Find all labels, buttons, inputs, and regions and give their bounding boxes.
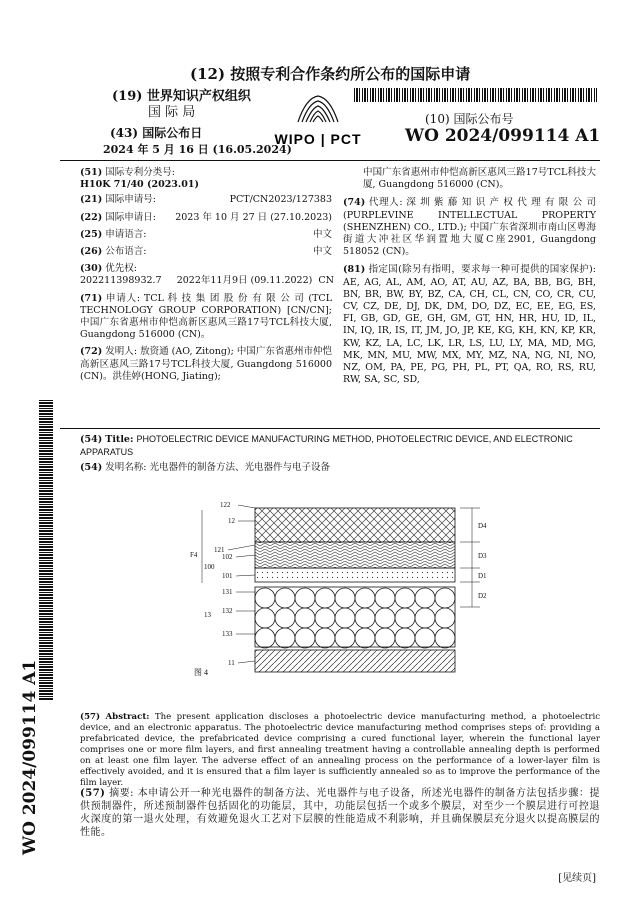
item-value: PCT/CN2023/127383 bbox=[229, 194, 332, 206]
biblio-item-21 bbox=[80, 194, 332, 206]
label-F4: F4 bbox=[190, 551, 198, 559]
item-label: Abstract: bbox=[105, 712, 150, 722]
vertical-publication-number: WO 2024/099114 A1 bbox=[20, 659, 40, 855]
biblio-item-51 bbox=[80, 167, 332, 191]
device-layer-figure bbox=[190, 495, 520, 685]
biblio-right-column bbox=[343, 167, 596, 386]
label-100: 100 bbox=[204, 563, 215, 571]
biblio-left-column bbox=[80, 167, 332, 383]
item-label: Title: bbox=[105, 434, 134, 445]
biblio-item-30 bbox=[80, 263, 332, 287]
item-value: The present application discloses a photoelectric device manufacturing method, a photoelectric device, and an electronic apparatus. The photoelectric device manufacturing method comprises steps of: providing a prefabricated device, the prefabricated device comprising a cured functional layer, wherein the functional layer comprises one or more film layers, and first annealing treatment having a controllable annealing depth is performed on at least one film layer. The adverse effect of an annealing process on the performance of a lower-layer film is effectively avoided, and it is ensured that a film layer is sufficiently annealed so as to improve the performance of the film layer. bbox=[80, 712, 601, 788]
item-label: 摘要: bbox=[109, 788, 134, 799]
continued-note: [见续页] bbox=[558, 873, 596, 884]
item-code: (54) bbox=[80, 462, 103, 473]
item-label: 发明人: bbox=[105, 346, 138, 358]
item-value: 202211398932.7 2022年11月9日 (09.11.2022) CN bbox=[80, 275, 334, 287]
item-value: 中文 bbox=[312, 228, 332, 240]
label-121: 121 bbox=[214, 546, 225, 554]
item-label: 代理人: bbox=[368, 197, 403, 209]
item-code: (57) bbox=[80, 788, 106, 799]
item-label: 发明名称: bbox=[105, 462, 147, 473]
item-value: 敖资通 (AO, Zitong); 中国广东省惠州市仲恺高新区惠风三路17号TCL科技大厦, Guangdong 516000 (CN)。洪佳婷(HONG, Jiating); bbox=[80, 346, 332, 382]
label-D4: D4 bbox=[478, 522, 487, 530]
organization-name: (19) 世界知识产权组织 bbox=[112, 89, 251, 104]
item-code: (74) bbox=[343, 197, 366, 209]
document-title: (12) 按照专利合作条约所公布的国际申请 bbox=[190, 65, 471, 83]
label-D2: D2 bbox=[478, 592, 487, 600]
label-D3: D3 bbox=[478, 552, 487, 560]
header-barcode bbox=[354, 88, 597, 102]
item-value: 本申请公开一种光电器件的制备方法、光电器件与电子设备，所述光电器件的制备方法包括步骤：提供预制器件，所述预制器件包括固化的功能层，其中，功能层包括一个或多个膜层，对至少一个膜层进行可控退火深度的第一退火处理，有效避免退火工艺对下层膜的性能造成不利影响，并且确保膜层充分退火以提高膜层的性能。 bbox=[80, 788, 600, 838]
item-code: (25) bbox=[80, 228, 103, 240]
item-value: 中文 bbox=[312, 246, 332, 258]
publication-date: 2024 年 5 月 16 日 (16.05.2024) bbox=[103, 143, 292, 156]
label-132: 132 bbox=[222, 607, 233, 615]
publication-number-label: (10) 国际公布号 bbox=[425, 112, 514, 126]
item-value: 光电器件的制备方法、光电器件与电子设备 bbox=[149, 462, 330, 473]
layer-101 bbox=[255, 568, 455, 582]
item-label: 公布语言: bbox=[105, 246, 147, 258]
label-131: 131 bbox=[222, 588, 233, 596]
publication-number: WO 2024/099114 A1 bbox=[405, 126, 601, 146]
item-code: (22) bbox=[80, 211, 103, 223]
substrate-layer-11 bbox=[255, 650, 455, 672]
nanoparticle-layer-13 bbox=[255, 588, 455, 648]
item-code: (71) bbox=[80, 292, 103, 304]
item-code: (57) bbox=[80, 712, 101, 722]
publication-date-label: (43) 国际公布日 bbox=[110, 126, 203, 140]
item-label: 国际专利分类号: bbox=[105, 167, 175, 178]
item-value: 2023 年 10 月 27 日 (27.10.2023) bbox=[175, 211, 332, 223]
biblio-item-72 bbox=[80, 346, 332, 383]
item-code: (54) bbox=[80, 434, 103, 445]
item-value: TCL 科 技 集 团 股 份 有 限 公 司 (TCL TECHNOLOGY GROUP CORPORATION) [CN/CN]; 中国广东省惠州市仲恺高新区惠风三路17号TCL科技大厦, Guangdong 516000 (CN)。 bbox=[80, 292, 332, 341]
biblio-item-71 bbox=[80, 293, 332, 342]
label-122: 122 bbox=[220, 501, 231, 509]
item-label: 申请人: bbox=[106, 292, 141, 304]
abstract-english bbox=[80, 712, 600, 789]
vertical-barcode bbox=[39, 400, 53, 700]
label-11: 11 bbox=[228, 659, 235, 667]
biblio-item-81 bbox=[343, 264, 596, 386]
title-english bbox=[80, 433, 600, 459]
item-code: (81) bbox=[343, 264, 366, 276]
item-code: (72) bbox=[80, 346, 103, 358]
layer-12 bbox=[255, 508, 455, 542]
abstract-chinese bbox=[80, 787, 600, 839]
item-value: H10K 71/40 (2023.01) bbox=[80, 179, 199, 191]
item-value: (除另有指明，要求每一种可提供的国家保护): AE, AG, AL, AM, AO, AT, AU, AZ, BA, BB, BG, BH, BN, BR, BW, BY, BZ, CA, CH, CL, CN, CO, CR, CU, CV, CZ, DE, DJ, DK, DM, DO, DZ, EC, EE, EG, ES, FI, GB, GD, GE, GH, GM, GT, HN, HR, HU, ID, IL, IN, IQ, IR, IS, IT, JM, JO, JP, KE, KG, KH, KN, KP, KR, KW, KZ, LA, LC, LK, LR, LS, LU, LY, MA, MD, MG, MK, MN, MU, MW, MX, MY, MZ, NA, NG, NI, NO, NZ, OM, PA, PE, PG, PH, PL, PT, QA, RO, RS, RU, RW, SA, SC, SD, bbox=[343, 264, 596, 386]
biblio-divider bbox=[60, 428, 600, 429]
dimension-lines bbox=[460, 508, 480, 607]
inventor-address-continued bbox=[343, 167, 596, 191]
figure-leader-lines bbox=[202, 505, 255, 663]
item-code: (51) bbox=[80, 167, 103, 178]
figure-right-labels bbox=[478, 522, 487, 600]
item-label: 指定国 bbox=[368, 264, 399, 276]
item-label: 国际申请日: bbox=[105, 211, 156, 223]
logo-text: WIPO | PCT bbox=[274, 131, 362, 147]
item-value: 深 圳 紫 藤 知 识 产 权 代 理 有 限 公 司 (PURPLEVINE INTELLECTUAL PROPERTY (SHENZHEN) CO., LTD.); 中国广东省深圳市南山区粤海街道大冲社区华润置地大厦C座2901, Guangdong 518052 (CN)。 bbox=[343, 197, 597, 258]
organization-bureau: 国 际 局 bbox=[148, 105, 196, 120]
item-code: (21) bbox=[80, 194, 103, 206]
item-label: 国际申请号: bbox=[105, 194, 156, 206]
item-code: (30) bbox=[80, 263, 103, 275]
title-chinese bbox=[80, 462, 600, 474]
item-value: PHOTOELECTRIC DEVICE MANUFACTURING METHOD, PHOTOELECTRIC DEVICE, AND ELECTRONIC APPARATUS bbox=[80, 434, 573, 458]
item-code: (26) bbox=[80, 246, 103, 258]
label-13: 13 bbox=[204, 611, 211, 619]
header-divider bbox=[60, 160, 600, 161]
label-133: 133 bbox=[222, 630, 233, 638]
layer-102 bbox=[255, 542, 455, 568]
figure-caption: 图 4 bbox=[194, 668, 208, 677]
item-value: 中国广东省惠州市仲恺高新区惠风三路17号TCL科技大厦, Guangdong 516000 (CN)。 bbox=[363, 167, 596, 191]
biblio-item-74 bbox=[343, 197, 596, 258]
item-label: 申请语言: bbox=[105, 228, 147, 240]
label-102: 102 bbox=[222, 553, 233, 561]
label-D1: D1 bbox=[478, 572, 487, 580]
label-12: 12 bbox=[228, 517, 235, 525]
biblio-item-22 bbox=[80, 212, 332, 224]
item-label: 优先权: bbox=[105, 263, 137, 275]
biblio-item-25 bbox=[80, 229, 332, 241]
figure-left-labels bbox=[190, 501, 236, 667]
label-101: 101 bbox=[222, 572, 233, 580]
biblio-item-26 bbox=[80, 246, 332, 258]
